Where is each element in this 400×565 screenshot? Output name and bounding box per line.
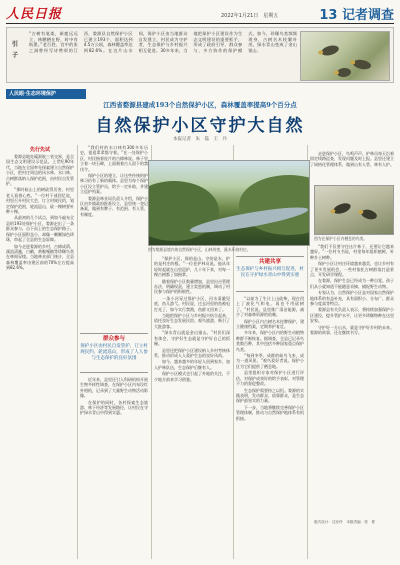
pull-quote-text: 保护小区由村民自发管护，订立村规民约，轮流巡山，形成了人人参与生态保护的良好氛围 xyxy=(80,344,148,361)
pull-quote-1 xyxy=(80,333,148,373)
paragraph: “我们村的水口林有300多年历史，祖祖辈辈都守着。”在一处保护小区，村民指着连片的古樟林说。林子里立着一块石碑，上面刻着古人留下的禁伐令。 xyxy=(80,145,148,172)
pull-quote-title: 共建共享 xyxy=(258,259,281,265)
paragraph: 县里组织专家对保护小区进行评估，对保护成效好的给予表彰，对管理不力的督促整改。 xyxy=(236,370,304,387)
bird-photo-caption: 图为在保护小区内栖息的鸟类。 xyxy=(314,236,368,241)
sidebar-title: 先行先试 xyxy=(29,147,50,153)
paragraph: “我们不仅要守住这片林子，还要让它越来越好。”一位村支书说，村里每年组织植树，补种乡土树种。 xyxy=(310,244,394,260)
paragraph: 如今走进婺源的乡村，古樟成荫、溪流清澈，白鹇、黄喉噪鹛等珍稀鸟类在林间穿梭。当地林业部门统计，全县森林覆盖率由建区前的70%左右提高到82.6%。 xyxy=(6,243,74,271)
article-column-2 xyxy=(80,145,148,331)
paragraph: 在婺源，保护生态已经成为一种自觉。孩子们从小就知道不能随意采摘、捕捉野生动物。 xyxy=(310,278,394,289)
bird-figure xyxy=(332,201,352,216)
issue-date: 2022年1月21日 星期五 xyxy=(221,13,279,19)
pull-quote-2 xyxy=(236,256,304,292)
paragraph: 多年来，保护小区内的野生动植物种群不断恢复。据调查，全县已记录鸟类数百种，其中包括多种国家重点保护鸟类。 xyxy=(236,330,304,352)
article-column-1 xyxy=(6,154,74,564)
paragraph: 走进保护小区，鸟鸣声声。护林员每天沿着固定线路巡查，发现问题及时上报。县里还建立了网格化管理体系，做到山有人管、林有人护。 xyxy=(310,151,394,167)
byline: 本报记者 朱 磊 王 丹 xyxy=(173,137,227,142)
paragraph: 如今，越来越多的年轻人回到家乡，加入护林队伍，生态保护后继有人。 xyxy=(154,359,230,370)
bird-figure xyxy=(320,44,340,57)
paragraph: 下一步，当地将继续完善保护小区管理体制，推动与自然保护地体系有机衔接。 xyxy=(236,404,304,421)
paragraph: 保护小区模式也引起了外地的关注，不少地方前来学习借鉴。 xyxy=(154,371,230,382)
headline: 自然保护小区守护大自然 xyxy=(95,116,305,136)
page-number: 13 xyxy=(319,8,338,23)
lead-text: “古树有笔架，新鹿远远立，林鹏栖在野，时中有纸墨。”老百姓、宫中的张之洞曾经写诗赞颂的江西，婺源县自然保护小区已建立193个，面积达到4.5万公顷，森林覆盖率达到82.6%。在这片山水间，保护小区由当地群众自发建立，村民成为守护者，生态保护与乡村振兴相互促进。30多年来，当地把保护小区建设作为生态文明建设的重要抓手，形成了政府引导、群众参与、多方协作的保护模式。如今，珍稀鸟类频频现身，古树名木枝繁叶茂，绿水青山变成了金山银山。 xyxy=(29,31,297,53)
bird-photo xyxy=(314,185,394,235)
paragraph: 专家认为，自然保护小区是对国家自然保护地体系的有益补充，具有面积小、分布广、群众参与度高等特点。 xyxy=(310,290,394,307)
column-divider xyxy=(77,145,78,559)
paragraph: 在保护的同时，各村探索生态旅游、林下经济等发展路径，让村民在守护绿水青山中得到实惠。 xyxy=(80,399,148,416)
paragraph: 婺源县有关负责人表示，将持续加强保护小区建设，提升管护水平，让更多珍稀物种在这里安家。 xyxy=(310,307,394,324)
main-landscape-photo xyxy=(148,160,310,246)
paragraph: 县里还把保护小区建设纳入乡村考核体系，推动形成人人爱护生态的良好风尚。 xyxy=(154,347,230,358)
paragraph: 婺源县地处赣浙皖三省交界，是全国生态文明建设示范县。上世纪90年代，当地在全国率先探索建立自然保护小区，把村庄周边的风水林、水口林、古树群落纳入保护范围，由村民自发管护。 xyxy=(6,154,74,187)
paragraph: “保护小区，保的是山、守的是水、护的是村庄的根。”一位老护林员说。他从年轻时起就在山里巡护，几十年下来，对每一棵古树都了如指掌。 xyxy=(154,256,230,278)
column-label: 人民眼·生态环境保护 xyxy=(6,89,86,99)
paragraph: “每到冬季，成群的候鸟飞来，成为一道风景。”观鸟爱好者说。保护小区为它们提供了栖息地。 xyxy=(236,353,304,369)
lead-box xyxy=(6,27,394,83)
bird-figure xyxy=(337,67,352,77)
paragraph: 保护小区的建立，让这些传统的护林习俗有了新的载体。县里为每个保护小区设立管护员，给予一定补助，并建立巡护档案。 xyxy=(80,173,148,195)
paragraph: “以前为了生计上山砍柴，现在用上了液化气和电，再也不用砍树了。”村民说。县里推广清洁能源，减少了对森林资源的依赖。 xyxy=(236,296,304,318)
bird-figure xyxy=(352,59,371,71)
paragraph: 随着保护小区数量增加，县里出台管理办法，明确权责，建立奖惩机制，调动了村民参与保护的积极性。 xyxy=(154,278,230,295)
article-column-5-top xyxy=(310,151,394,183)
section-name: 记者调查 xyxy=(341,8,394,23)
page-section-title xyxy=(319,4,394,23)
bird-figure xyxy=(360,208,378,221)
newspaper-logo: 人民日报 xyxy=(6,7,63,22)
paragraph: 从最初的几个试点，到如今遍布全县的193处保护小区，婺源走出了一条群众参与、自下而上的生态保护路子。保护小区面积虽小，却像一颗颗绿色珍珠，串起了全县的生态屏障。 xyxy=(6,215,74,243)
lead-tag: 引子 xyxy=(12,41,19,59)
masthead xyxy=(6,3,394,23)
paragraph: “那时候山上的树砍得厉害，村里老人看着心疼。”一位村干部回忆说，村里召开村民大会，订立村规民约，划定保护范围，轮流巡山，砍一棵树要补种十棵。 xyxy=(6,187,74,215)
paragraph: “绿水青山就是金山银山。”村民们深有体会，守护好生态就是守护好自己的饭碗。 xyxy=(154,330,230,347)
article-column-3 xyxy=(154,256,230,559)
paragraph: 一条小河穿过保护小区，河水清澈见底，鱼儿游弋。村民说，过去河里的鱼被电打光了，如今实行禁渔，鱼群又回来了。 xyxy=(154,295,230,312)
paragraph: 保护小区内古树名木挂牌保护，建立健康档案，定期养护复壮。 xyxy=(236,318,304,330)
paragraph: 守护好一方山水，就是守护好乡村的未来。婺源的故事，还在继续书写。 xyxy=(310,324,394,336)
article-column-2b xyxy=(80,377,148,559)
paragraph: 保护小区让村庄环境越来越美，也让乡村有了更多发展机会。一些村依托古树群落打造景点，开发研学课程。 xyxy=(310,261,394,278)
masthead-rule xyxy=(6,23,394,24)
main-photo-caption: 图为婺源县境内的自然保护小区，山林茂密，溪水环绕村庄。 xyxy=(148,247,251,252)
paragraph: 生态保护需要持之以恒。婺源的实践表明，发动群众、依靠群众，是生态保护最坚实的力量。 xyxy=(236,387,304,404)
subheadline: 江西省婺源县建成193个自然保护小区，森林覆盖率提高9个百分点 xyxy=(103,101,297,109)
paragraph: 当地把保护小区与乡村振兴结合起来，依托良好生态发展民宿、观鸟旅游，吸引了大批游客。 xyxy=(154,313,230,329)
article-column-5 xyxy=(310,244,394,518)
pull-quote-text: 生态保护与乡村振兴相互促进，村民在守护绿水青山中得到实惠 xyxy=(236,267,304,278)
paragraph: 婺源县林业局负责人介绍，保护小区由乡镇政府批准设立，县里统一登记备案，做到有牌子、有范围、有人管、有制度。 xyxy=(80,195,148,217)
editor-credit: 版式设计：沈亦伶 本版责编：张 彬 xyxy=(314,520,376,524)
pull-quote-title: 群众参与 xyxy=(102,336,125,342)
lead-bird-photo xyxy=(300,31,390,81)
paragraph: 近年来，县里还引入科研机构开展生物多样性调查，在保护小区内布设红外相机，记录到了大量野生动物活动影像。 xyxy=(80,377,148,399)
article-column-4 xyxy=(236,296,304,559)
